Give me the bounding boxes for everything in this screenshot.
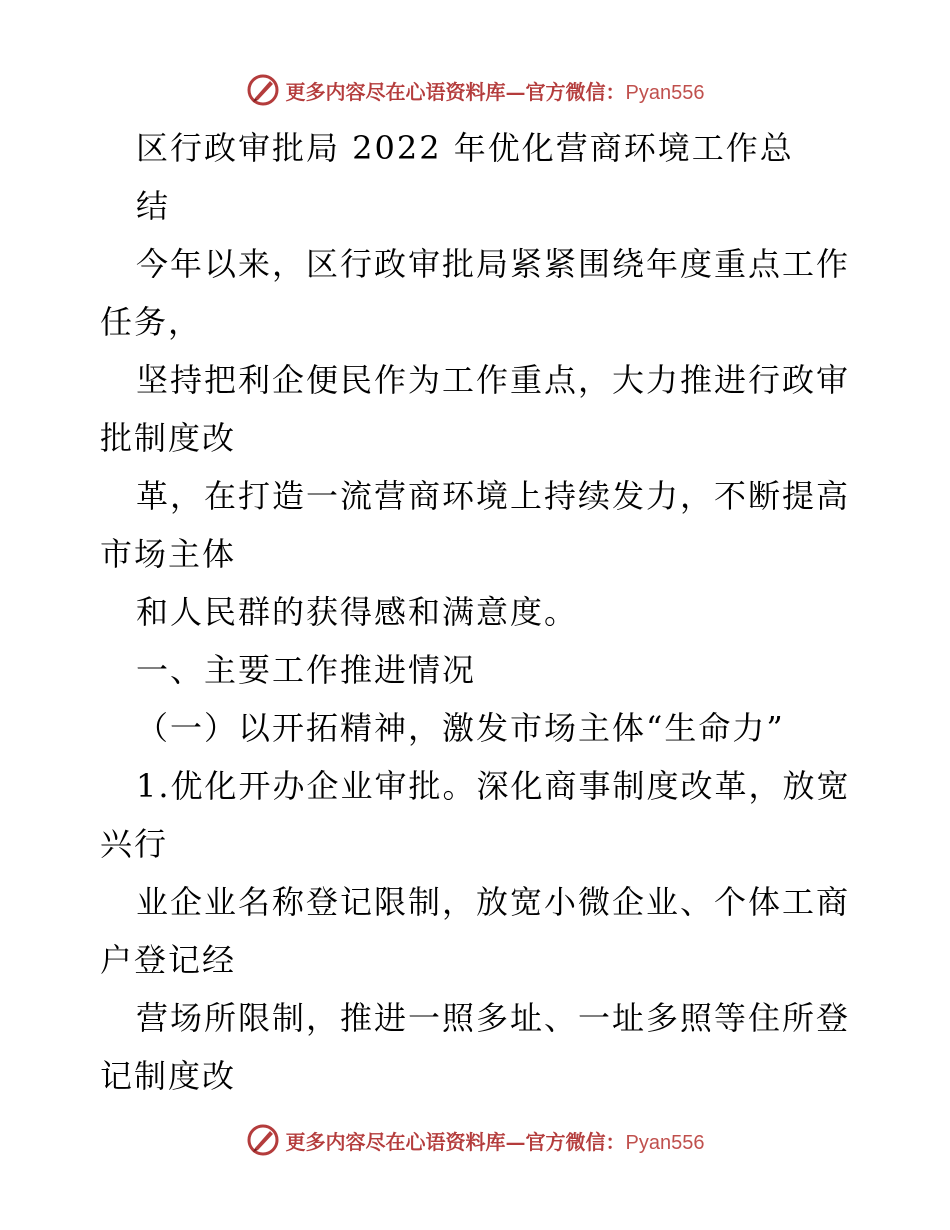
paragraph-line: 坚持把利企便民作为工作重点，大力推进行政审 <box>136 361 851 399</box>
paragraph-line: 和人民群的获得感和满意度。 <box>136 593 579 631</box>
paragraph-line: 记制度改 <box>100 1057 237 1095</box>
pen-logo-icon <box>246 1123 280 1157</box>
paragraph-line: 市场主体 <box>100 535 237 573</box>
paragraph-line: 兴行 <box>100 825 169 863</box>
paragraph-line: 任务， <box>100 303 203 341</box>
section-heading: 一、主要工作推进情况 <box>136 651 477 689</box>
footer-watermark <box>0 1120 950 1160</box>
paragraph-line: 户登记经 <box>100 941 237 979</box>
paragraph-line: 批制度改 <box>100 419 237 457</box>
watermark-text: 更多内容尽在心语资料库—官方微信：Pyan556 <box>285 1129 705 1154</box>
document-title-line-2: 结 <box>136 187 171 225</box>
paragraph-line: 革，在打造一流营商环境上持续发力，不断提高 <box>136 477 851 515</box>
subsection-heading: （一）以开拓精神，激发市场主体“生命力” <box>136 709 785 747</box>
document-title-line-1: 区行政审批局 2022 年优化营商环境工作总 <box>136 129 794 167</box>
watermark-text: 更多内容尽在心语资料库—官方微信：Pyan556 <box>285 79 705 104</box>
paragraph-line: 营场所限制，推进一照多址、一址多照等住所登 <box>136 999 851 1037</box>
paragraph-line: 1.优化开办企业审批。深化商事制度改革，放宽 <box>136 767 851 805</box>
paragraph-line: 业企业名称登记限制，放宽小微企业、个体工商 <box>136 883 851 921</box>
paragraph-line: 今年以来，区行政审批局紧紧围绕年度重点工作 <box>136 245 851 283</box>
